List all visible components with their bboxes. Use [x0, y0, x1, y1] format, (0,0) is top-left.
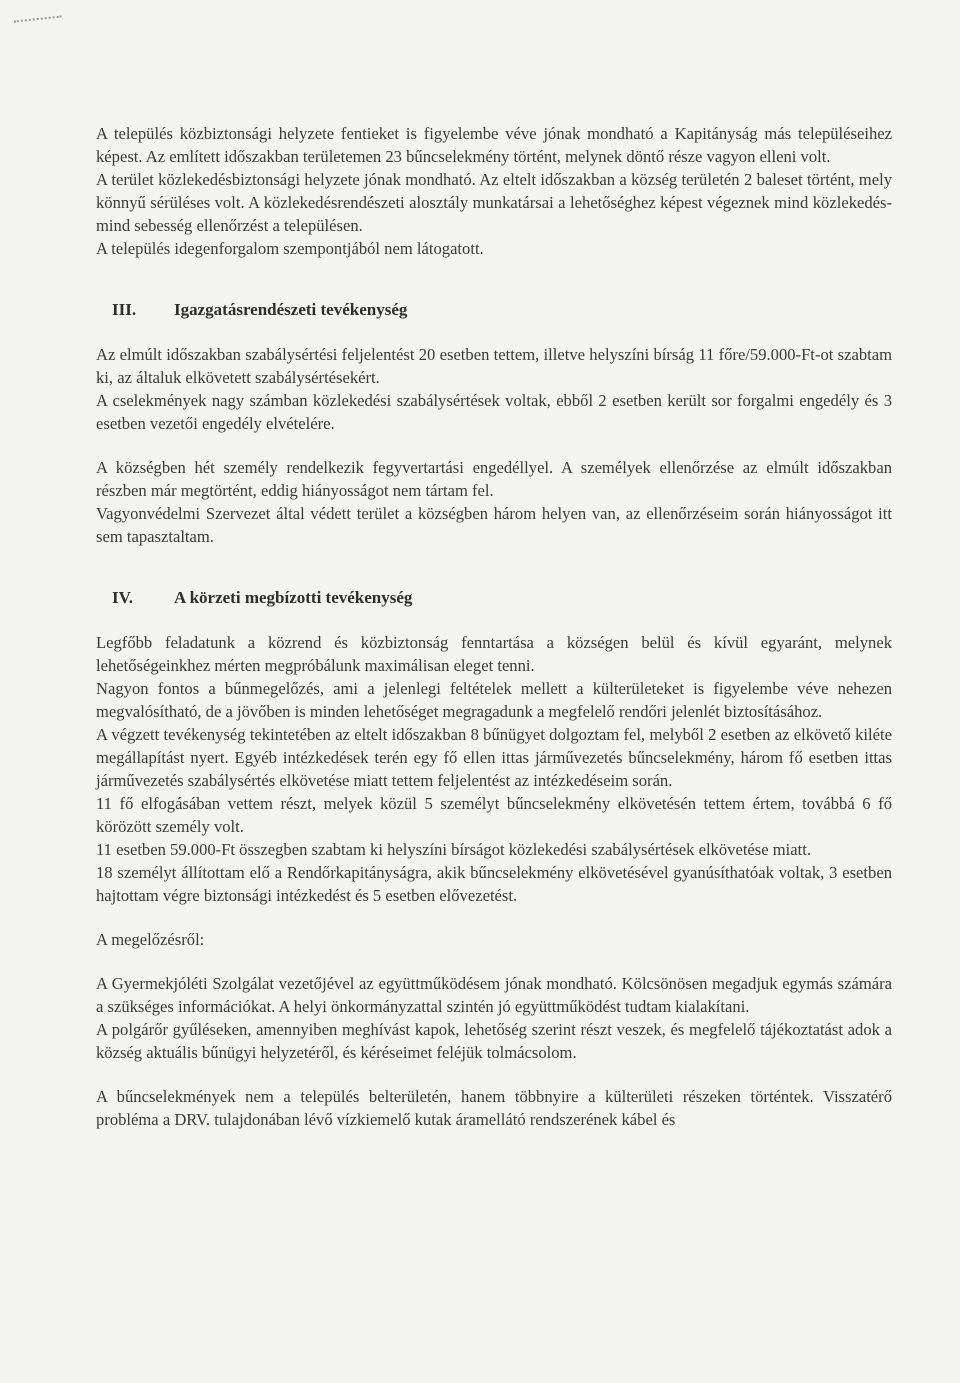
section-3-heading: [112, 298, 892, 321]
paragraph-crime-prevention: Nagyon fontos a bűnmegelőzés, ami a jelenlegi feltételek mellett a külterületeket is figyelembe véve nehezen megvalósítható, de a jövőben is minden lehetőséget megragadunk a megfelelő rendőri jelenlét biztosításához.: [96, 679, 892, 721]
section-4-title: A körzeti megbízotti tevékenység: [174, 588, 413, 607]
paragraph-cases-handled: A végzett tevékenység tekintetében az eltelt időszakban 8 bűnügyet dolgoztam fel, melyből 2 esetben az elkövető kiléte megállapítást nyert. Egyéb intézkedések terén egy fő ellen ittas járművezetés bűncselekmény, három fő esetben ittas járművezetés szabálysértés elkövetése miatt tettem feljelentést az intézkedéseim során.: [96, 725, 892, 790]
paragraph-child-welfare: A Gyermekjóléti Szolgálat vezetőjével az együttműködésem jónak mondható. Kölcsönösen megadjuk egymás számára a szükséges információkat. A helyi önkormányzattal szintén jó együttműködést tudtam kialakítani.: [96, 974, 892, 1016]
paragraph-offences-reported: Az elmúlt időszakban szabálysértési feljelentést 20 esetben tettem, illetve helyszíni bírság 11 főre/59.000-Ft-ot szabtam ki, az általuk elkövetett szabálysértésekért.: [96, 345, 892, 387]
paragraph-security-organization: Vagyonvédelmi Szervezet által védett terület a községben három helyen van, az ellenőrzéseim során hiányosságot itt sem tapasztaltam.: [96, 504, 892, 546]
section-3-number: III.: [112, 300, 137, 319]
paragraph-tourism: A település idegenforgalom szempontjából nem látogatott.: [96, 239, 484, 258]
scan-mark: [14, 16, 62, 27]
paragraph-main-task: Legfőbb feladatunk a közrend és közbiztonság fenntartása a községen belül és kívül egyaránt, melynek lehetőségeinkhez mérten megpróbálunk maximálisan eleget tenni.: [96, 633, 892, 675]
paragraph-firearms: A községben hét személy rendelkezik fegyvertartási engedéllyel. A személyek ellenőrzése az elmúlt időszakban részben már megtörtént, eddig hiányosságot nem tártam fel.: [96, 458, 892, 500]
section-4-heading: [112, 586, 892, 609]
document-body: [96, 122, 892, 1131]
paragraph-offence-types: A cselekmények nagy számban közlekedési szabálysértések voltak, ebből 2 esetben került sor forgalmi engedély és 3 esetben vezetői engedély elvételére.: [96, 391, 892, 433]
section-3-title: Igazgatásrendészeti tevékenység: [174, 300, 408, 319]
paragraph-civil-guard: A polgárőr gyűléseken, amennyiben meghívást kapok, lehetőség szerint részt veszek, és megfelelő tájékoztatást adok a község aktuális bűnügyi helyzetéről, és kéréseimet feléjük tolmácsolom.: [96, 1020, 892, 1062]
prevention-heading: A megelőzésről:: [96, 930, 205, 949]
paragraph-arrests: 11 fő elfogásában vettem részt, melyek közül 5 személyt bűncselekmény elkövetésén tettem értem, továbbá 6 fő körözött személy volt.: [96, 794, 892, 836]
section-4-number: IV.: [112, 588, 133, 607]
paragraph-fines: 11 esetben 59.000-Ft összegben szabtam ki helyszíni bírságot közlekedési szabálysértések elkövetése miatt.: [96, 840, 812, 859]
paragraph-detentions: 18 személyt állítottam elő a Rendőrkapitányságra, akik bűncselekmény elkövetésével gyanúsíthatóak voltak, 3 esetben hajtottam végre biztonsági intézkedést és 5 esetben elővezetést.: [96, 863, 892, 905]
paragraph-traffic-safety: A terület közlekedésbiztonsági helyzete jónak mondható. Az eltelt időszakban a község területén 2 baleset történt, mely könnyű sérüléses volt. A közlekedésrendészeti alosztály munkatársai a lehetőséghez képest végeznek mind közlekedés- mind sebesség ellenőrzést a településen.: [96, 170, 892, 235]
paragraph-security-overview: A település közbiztonsági helyzete fentieket is figyelembe véve jónak mondható a Kapitányság más településeihez képest. Az említett időszakban területemen 23 bűncselekmény történt, melynek döntő része vagyon elleni volt.: [96, 124, 892, 166]
paragraph-outskirts: A bűncselekmények nem a település belterületén, hanem többnyire a külterületi részeken történtek. Visszatérő probléma a DRV. tulajdonában lévő vízkiemelő kutak áramellátó rendszerének kábel és: [96, 1087, 892, 1129]
